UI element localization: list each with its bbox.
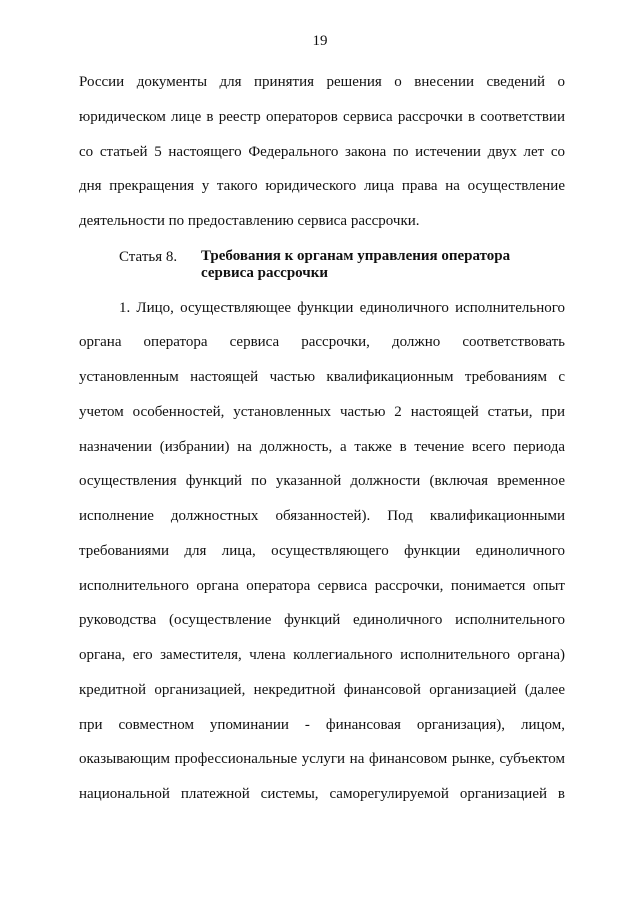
text-line: юридическом лице в реестр операторов сервиса рассрочки в соответствии bbox=[79, 109, 565, 125]
article-number: Статья 8. bbox=[119, 249, 178, 265]
text-line: учетом особенностей, установленных частью 2 настоящей статьи, при bbox=[79, 404, 565, 420]
text-line: требованиями для лица, осуществляющего функции единоличного bbox=[79, 543, 565, 559]
text-line: со статьей 5 настоящего Федерального закона по истечении двух лет со bbox=[79, 144, 565, 160]
article-title bbox=[201, 248, 561, 282]
text-line: назначении (избрании) на должность, а также в течение всего периода bbox=[79, 439, 565, 455]
text-line: дня прекращения у такого юридического лица права на осуществление bbox=[79, 178, 565, 194]
text-line: осуществления функций по указанной должности (включая временное bbox=[79, 473, 565, 489]
text-line: при совместном упоминании - финансовая организация), лицом, bbox=[79, 717, 565, 733]
text-line: деятельности по предоставлению сервиса рассрочки. bbox=[79, 213, 420, 229]
text-line: руководства (осуществление функций единоличного исполнительного bbox=[79, 612, 565, 628]
text-line: исполнение должностных обязанностей). Под квалификационными bbox=[79, 508, 565, 524]
text-line: исполнительного органа оператора сервиса рассрочки, понимается опыт bbox=[79, 578, 565, 594]
text-line: органа оператора сервиса рассрочки, должно соответствовать bbox=[79, 334, 565, 350]
article-title-line: сервиса рассрочки bbox=[201, 265, 329, 281]
text-line: России документы для принятия решения о внесении сведений о bbox=[79, 74, 565, 90]
text-line: оказывающим профессиональные услуги на финансовом рынке, субъектом bbox=[79, 751, 565, 767]
article-title-line: Требования к органам управления оператора bbox=[201, 248, 511, 264]
text-line: национальной платежной системы, саморегулируемой организацией в bbox=[79, 786, 565, 802]
text-line: кредитной организацией, некредитной финансовой организацией (далее bbox=[79, 682, 565, 698]
paragraph-first-line: 1. Лицо, осуществляющее функции единоличного исполнительного bbox=[119, 300, 565, 316]
text-line: органа, его заместителя, члена коллегиального исполнительного органа) bbox=[79, 647, 565, 663]
page-number: 19 bbox=[312, 33, 328, 49]
text-line: установленным настоящей частью квалификационным требованиям с bbox=[79, 369, 565, 385]
